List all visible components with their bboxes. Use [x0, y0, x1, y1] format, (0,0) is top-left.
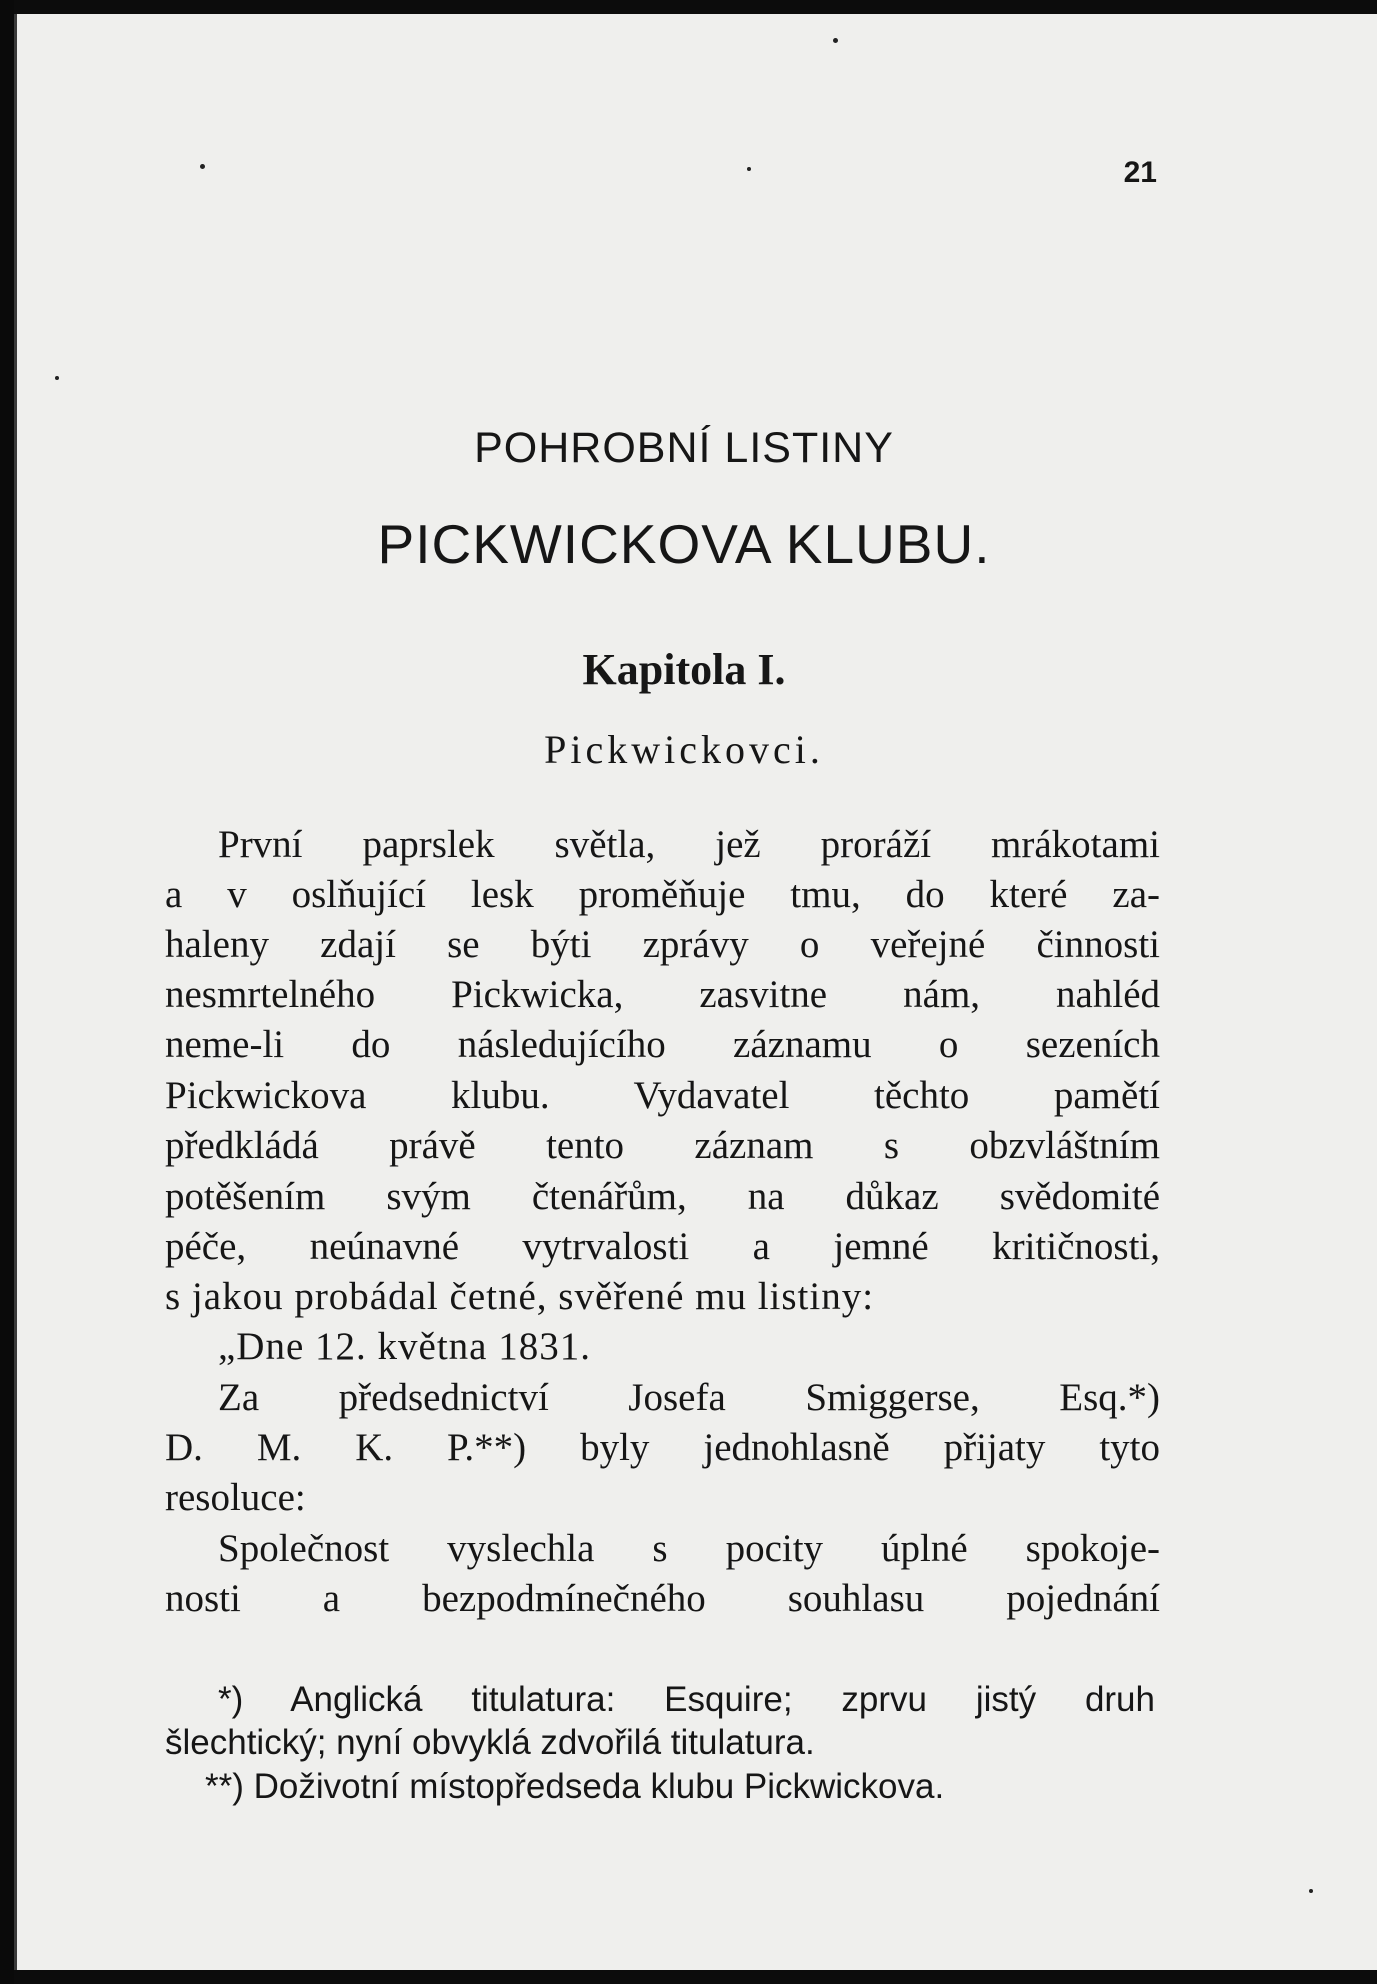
body-line: haleny zdají se býti zprávy o veřejné činnosti [165, 923, 1160, 966]
body-line: nesmrtelného Pickwicka, zasvitne nám, nahléd [165, 973, 1160, 1016]
scan-speck [55, 376, 59, 380]
scan-speck [200, 164, 205, 169]
body-line: První paprslek světla, jež proráží mrákotami [218, 823, 1160, 866]
body-line: s jakou probádal četné, svěřené mu listiny: [165, 1275, 875, 1318]
title-line-2: PICKWICKOVA KLUBU. [377, 513, 991, 575]
body-line: Za předsednictví Josefa Smiggerse, Esq.*) [218, 1376, 1160, 1419]
body-line: Pickwickova klubu. Vydavatel těchto pamětí [165, 1074, 1160, 1117]
chapter-title: Pickwickovci. [544, 727, 824, 772]
scan-speck [833, 38, 838, 43]
body-line: „Dne 12. května 1831. [218, 1325, 591, 1368]
body-line: D. M. K. P.**) byly jednohlasně přijaty tyto [165, 1426, 1160, 1469]
chapter-label: Kapitola I. [582, 645, 786, 694]
body-line: a v oslňující lesk proměňuje tmu, do které za- [165, 873, 1160, 916]
scan-speck [1309, 1889, 1313, 1893]
page-number: 21 [1123, 156, 1157, 189]
body-line: nosti a bezpodmínečného souhlasu pojednání [165, 1577, 1160, 1620]
footnote-line: šlechtický; nyní obvyklá zdvořilá titulatura. [165, 1723, 815, 1762]
scan-speck [747, 167, 751, 171]
body-line: péče, neúnavné vytrvalosti a jemné kritičnosti, [165, 1225, 1160, 1268]
footnote-line: *) Anglická titulatura: Esquire; zprvu jistý druh [218, 1680, 1155, 1719]
body-line: neme-li do následujícího záznamu o sezeních [165, 1023, 1160, 1066]
binding-edge-line [14, 14, 17, 1970]
body-line: předkládá právě tento záznam s obzvláštním [165, 1124, 1160, 1167]
body-line: potěšením svým čtenářům, na důkaz svědomité [165, 1175, 1160, 1218]
footnote-line: **) Doživotní místopředseda klubu Pickwickova. [205, 1767, 945, 1806]
title-line-1: POHROBNÍ LISTINY [474, 424, 894, 472]
book-page [14, 14, 1377, 1970]
body-line: Společnost vyslechla s pocity úplné spokoje- [218, 1527, 1160, 1570]
body-line: resoluce: [165, 1476, 306, 1519]
binding-edge [0, 0, 14, 1984]
